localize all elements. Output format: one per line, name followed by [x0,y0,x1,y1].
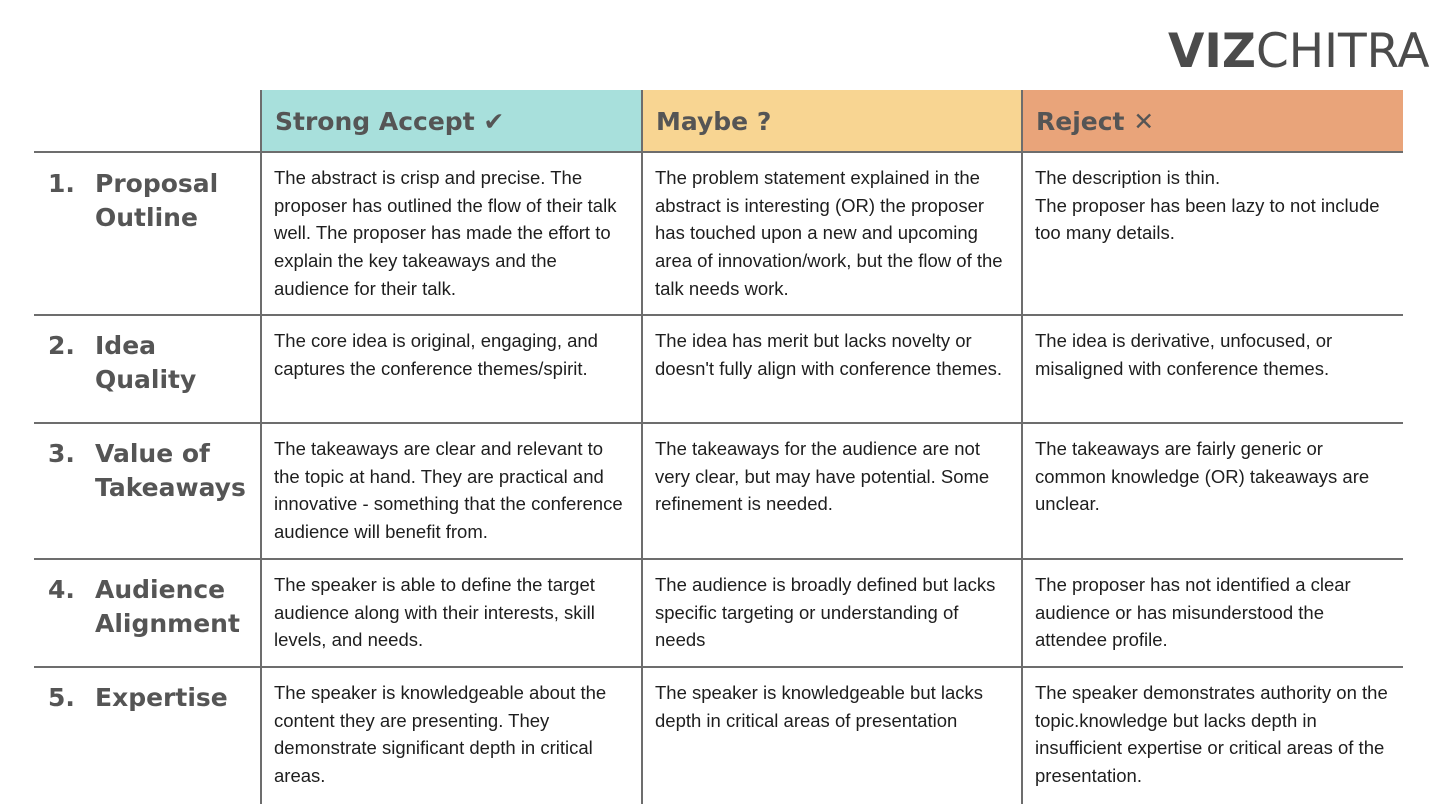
column-header-maybe: Maybe ? [642,90,1022,152]
row-divider [34,422,1403,424]
cell-reject: The speaker demonstrates authority on the topic.knowledge but lacks depth in insufficient expertise or critical areas of the presentation. [1035,682,1388,787]
criterion-label: Value of Takeaways [95,439,246,502]
logo-bold-part: VIZ [1168,24,1256,79]
cell-maybe: The takeaways for the audience are not very clear, but may have potential. Some refinement is needed. [655,438,990,515]
cell-maybe: The speaker is knowledgeable but lacks depth in critical areas of presentation [655,682,984,731]
table-row-criterion [48,167,255,235]
cell-maybe: The idea has merit but lacks novelty or doesn't fully align with conference themes. [655,330,1003,379]
criterion-label: Expertise [95,683,228,712]
cell-strong-accept: The takeaways are clear and relevant to the topic at hand. They are practical and innovative - something that the conference audience will benefit from. [274,438,623,543]
criterion-label: Proposal Outline [95,169,219,232]
cell-strong-accept: The core idea is original, engaging, and captures the conference themes/spirit. [274,330,598,379]
cell-reject: The description is thin. The proposer has been lazy to not include too many details. [1035,167,1380,244]
cell-reject: The takeaways are fairly generic or common knowledge (OR) takeaways are unclear. [1035,438,1370,515]
criterion-label: Idea Quality [95,331,197,394]
row-divider [34,666,1403,668]
cell-maybe: The problem statement explained in the abstract is interesting (OR) the proposer has touched upon a new and upcoming area of innovation/work, but the flow of the talk needs work. [655,167,1003,299]
cell-strong-accept: The speaker is able to define the target audience along with their interests, skill levels, and needs. [274,574,595,651]
criterion-number: 5. [48,683,75,712]
criterion-number: 1. [48,169,75,198]
column-divider [1021,90,1023,804]
table-row-criterion [48,681,255,715]
cell-reject: The proposer has not identified a clear audience or has misunderstood the attendee profile. [1035,574,1351,651]
cell-strong-accept: The speaker is knowledgeable about the content they are presenting. They demonstrate significant depth in critical areas. [274,682,607,787]
table-row-criterion [48,573,255,641]
column-header-strong-accept: Strong Accept ✔ [261,90,642,152]
cell-reject: The idea is derivative, unfocused, or misaligned with conference themes. [1035,330,1333,379]
cell-maybe: The audience is broadly defined but lacks specific targeting or understanding of needs [655,574,996,651]
logo-thin-part: CHITRA [1255,24,1430,79]
table-row-criterion [48,437,255,505]
criterion-number: 4. [48,575,75,604]
column-divider [641,90,643,804]
criterion-number: 2. [48,331,75,360]
row-divider [34,151,1403,153]
column-header-reject: Reject ✕ [1022,90,1403,152]
criterion-label: Audience Alignment [95,575,240,638]
criterion-number: 3. [48,439,75,468]
row-divider [34,558,1403,560]
column-divider [260,90,262,804]
cell-strong-accept: The abstract is crisp and precise. The proposer has outlined the flow of their talk well. The proposer has made the effort to explain the key takeaways and the audience for their talk. [274,167,617,299]
table-row-criterion [48,329,255,397]
row-divider [34,314,1403,316]
